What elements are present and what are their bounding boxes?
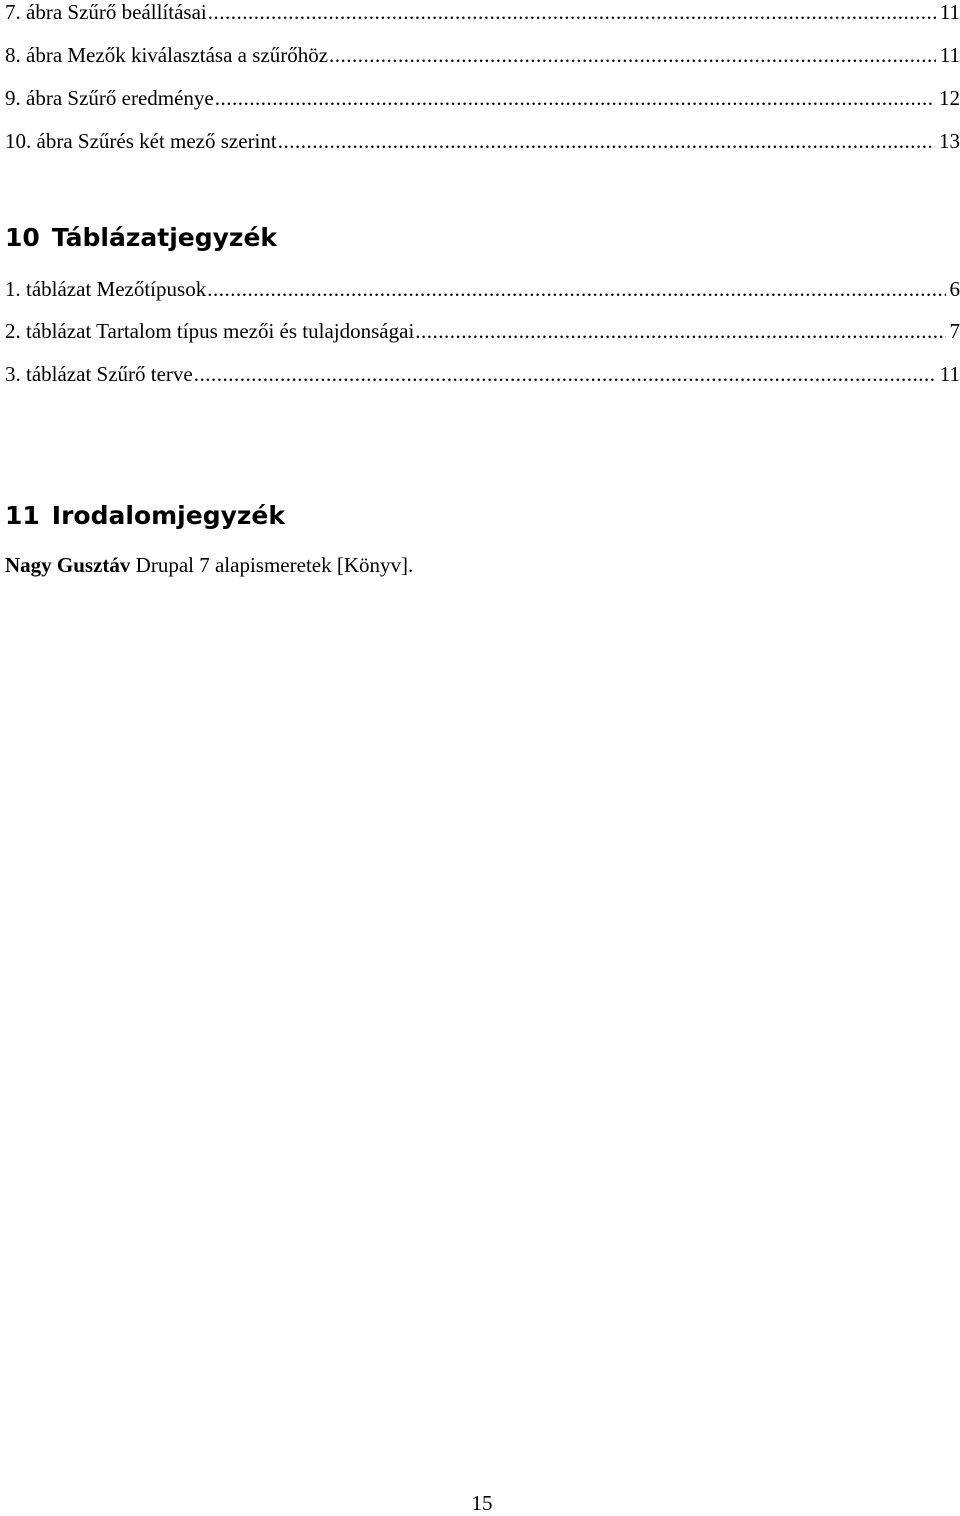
table-list-item[interactable]: [5, 318, 960, 344]
dot-leader: [415, 318, 945, 344]
dot-leader: [215, 85, 935, 111]
bibliography-title: Drupal 7 alapismeretek [Könyv].: [136, 553, 414, 577]
section-heading-tables: [5, 223, 277, 253]
page-number: 15: [0, 1490, 960, 1516]
figure-list-item[interactable]: [5, 0, 960, 25]
table-list-item-label: 1. táblázat Mezőtípusok: [5, 276, 206, 302]
bibliography-author: Nagy Gusztáv: [5, 553, 130, 577]
section-number: 10: [5, 223, 40, 252]
figure-list-item-page: 11: [940, 0, 960, 25]
figure-list-item-page: 13: [939, 128, 960, 154]
figure-list-item-label: 7. ábra Szűrő beállításai: [5, 0, 207, 25]
table-list-item-label: 2. táblázat Tartalom típus mezői és tulajdonságai: [5, 318, 414, 344]
table-list-item-page: 6: [950, 276, 960, 302]
figure-list-item[interactable]: [5, 128, 960, 154]
dot-leader: [194, 361, 936, 387]
dot-leader: [207, 276, 945, 302]
dot-leader: [208, 0, 936, 25]
figure-list-item-label: 10. ábra Szűrés két mező szerint: [5, 128, 277, 154]
dot-leader: [329, 42, 936, 68]
section-title: Irodalomjegyzék: [52, 501, 285, 530]
table-list-item-label: 3. táblázat Szűrő terve: [5, 361, 193, 387]
table-list-item-page: 11: [940, 361, 960, 387]
table-list-item[interactable]: [5, 276, 960, 302]
figure-list-item-page: 11: [940, 42, 960, 68]
section-title: Táblázatjegyzék: [52, 223, 277, 252]
table-list-item-page: 7: [950, 318, 960, 344]
section-number: 11: [5, 501, 40, 530]
figure-list-item-label: 9. ábra Szűrő eredménye: [5, 85, 214, 111]
figure-list-item-label: 8. ábra Mezők kiválasztása a szűrőhöz: [5, 42, 328, 68]
dot-leader: [278, 128, 935, 154]
figure-list-item-page: 12: [939, 85, 960, 111]
table-list-item[interactable]: [5, 361, 960, 387]
figure-list-item[interactable]: [5, 85, 960, 111]
bibliography-entry: [5, 552, 413, 578]
section-heading-bibliography: [5, 501, 285, 531]
figure-list-item[interactable]: [5, 42, 960, 68]
